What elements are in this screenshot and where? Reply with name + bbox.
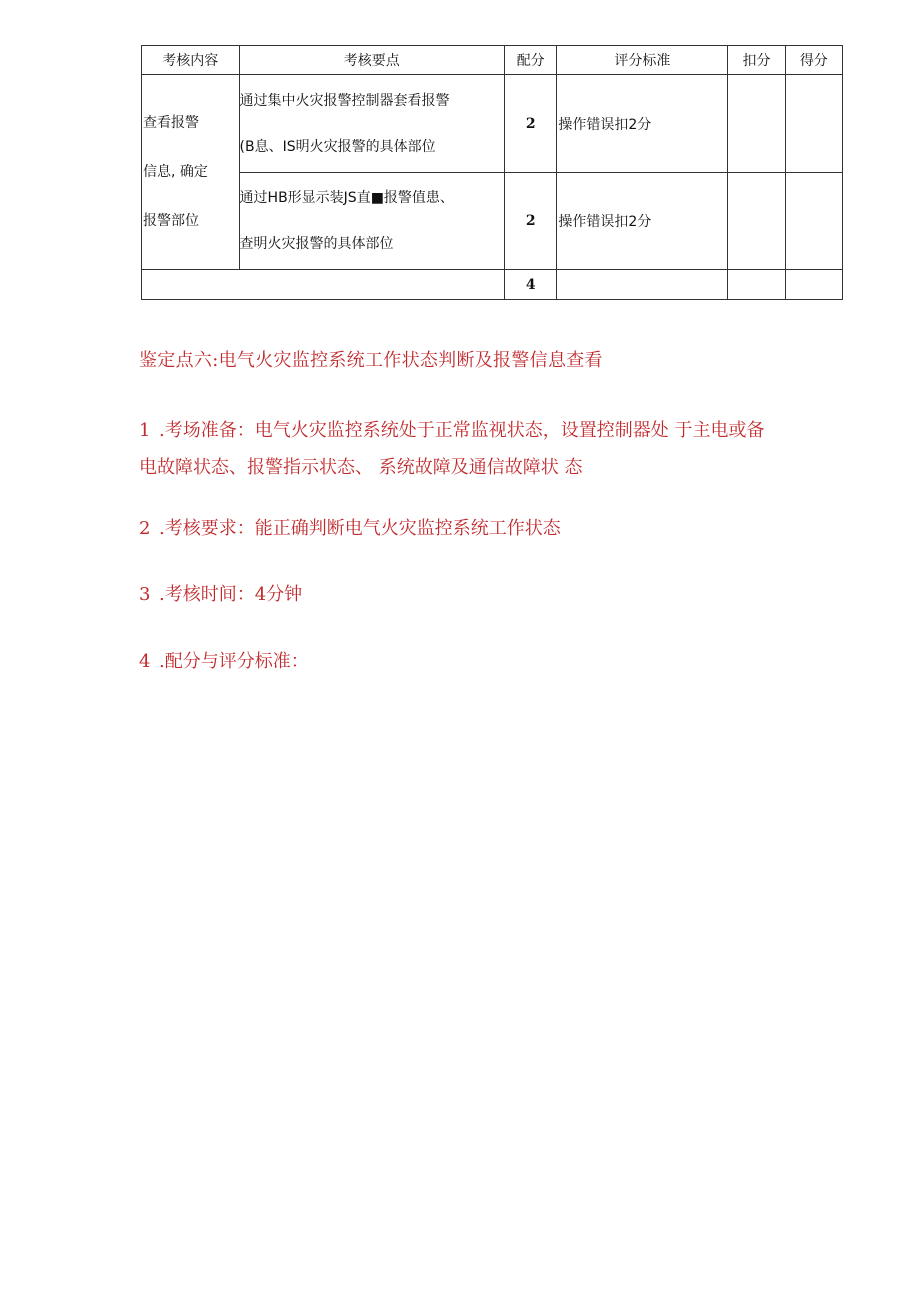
list-item [139,576,844,613]
total-got-cell [785,270,842,300]
item-text: .考核要求：能正确判断电气火灾监控系统工作状态 [159,518,561,539]
standard-cell: 操作错误扣2分 [557,75,728,173]
item-text: 电故障状态、报警指示状态、 系统故障及通信故障状 态 [139,457,583,478]
list-item [139,643,844,680]
content-line: 查看报警 [143,114,199,131]
table-header-row [142,46,843,75]
total-score-cell: 4 [505,270,557,300]
deduct-cell [728,75,785,173]
item-number: 2 [139,518,151,539]
score-cell: 2 [505,75,557,173]
section-title: 鉴定点六:电气火灾监控系统工作状态判断及报警信息查看 [139,350,603,371]
header-got: 得分 [785,46,842,75]
item-number: 1 [139,420,151,441]
content-line: 报警部位 [143,212,199,229]
item-number: 4 [139,651,151,672]
point-line: 通过HB形显示装JS直■报警值患、 [239,190,454,206]
content-line: 信息, 确定 [143,163,208,180]
table-row [142,173,843,270]
point-cell [239,173,505,270]
point-line: 通过集中火灾报警控制器套看报警 [239,92,450,109]
deduct-cell [728,173,785,270]
total-row [142,270,843,300]
content-cell [142,75,240,270]
point-cell [239,75,505,173]
point-line: 查明火灾报警的具体部位 [239,236,394,252]
header-score: 配分 [505,46,557,75]
total-deduct-cell [728,270,785,300]
list-item [139,412,844,486]
item-text: .考场准备：电气火灾监控系统处于正常监视状态，设置控制器处 于主电或备 [159,420,765,441]
total-label-cell [142,270,505,300]
scoring-table [141,45,843,300]
list-item [139,510,844,547]
got-cell [785,75,842,173]
header-points: 考核要点 [239,46,505,75]
score-cell: 2 [505,173,557,270]
table-row [142,75,843,173]
item-text: .配分与评分标准： [159,651,309,672]
header-standard: 评分标准 [557,46,728,75]
item-number: 3 [139,584,151,605]
point-line: (B息、IS明火灾报警的具体部位 [239,138,436,155]
item-text: .考核时间：4分钟 [159,584,303,605]
standard-cell: 操作错误扣2分 [557,173,728,270]
got-cell [785,173,842,270]
total-standard-cell [557,270,728,300]
header-deduct: 扣分 [728,46,785,75]
header-content: 考核内容 [142,46,240,75]
